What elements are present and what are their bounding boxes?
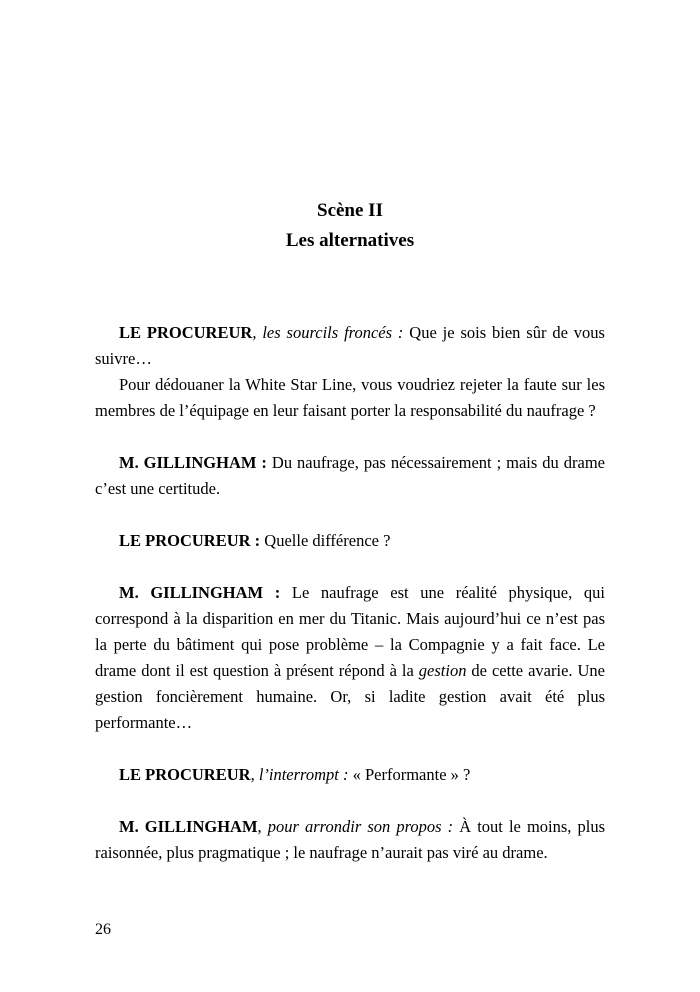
speaker-label: LE PROCUREUR : (119, 531, 261, 550)
dialogue-text: Pour dédouaner la White Star Line, vous voudriez rejeter la faute sur les membres de l’équipage en leur faisant porter la responsabilité du naufrage ? (95, 375, 605, 420)
scene-title-name: Les alternatives (285, 230, 415, 251)
dialogue-paragraph (95, 762, 605, 788)
scene-title-number: Scène II (317, 200, 383, 221)
dialogue-text: de cette avarie. Une gestion foncièrement humaine. Or, si ladite gestion avait été plus performante… (95, 661, 605, 732)
stage-direction: pour arrondir son propos : (267, 817, 454, 836)
emphasized-word: gestion (418, 661, 467, 680)
dialogue-paragraph (95, 372, 605, 424)
dialogue-text: Du naufrage, pas nécessairement ; mais du drame c’est une certitude. (95, 453, 605, 498)
dialogue-text: Le naufrage est une réalité physique, qui correspond à la disparition en mer du Titanic. Mais aujourd’hui ce n’est pas la perte du bâtiment qui pose problème – la Compagnie y a fait face. Le drame dont il est question à présent répond à la (95, 583, 605, 680)
dialogue-text: À tout le moins, plus raisonnée, plus pragmatique ; le naufrage n’aurait pas viré au drame. (95, 817, 606, 862)
speaker-label: M. GILLINGHAM : (119, 583, 281, 602)
dialogue-text: , (257, 817, 268, 836)
dialogue-paragraph (95, 814, 605, 866)
dialogue-text: Que je sois bien sûr de vous suivre… (95, 323, 605, 368)
stage-direction: les sourcils froncés : (262, 323, 404, 342)
scene-title (95, 196, 605, 256)
dialogue-paragraph (95, 450, 605, 502)
dialogue-text: , (252, 323, 263, 342)
speaker-label: M. GILLINGHAM (119, 817, 258, 836)
dialogue-paragraph (95, 580, 605, 736)
page-number: 26 (95, 921, 111, 938)
speaker-label: LE PROCUREUR (119, 765, 251, 784)
stage-direction: l’interrompt : (258, 765, 349, 784)
dialogue-paragraph (95, 528, 605, 554)
dialogue-paragraph (95, 320, 605, 372)
speaker-label: LE PROCUREUR (119, 323, 253, 342)
page-body (95, 320, 605, 866)
speaker-label: M. GILLINGHAM : (119, 453, 267, 472)
dialogue-text: Quelle différence ? (260, 531, 391, 550)
dialogue-text: , (250, 765, 259, 784)
dialogue-text: « Performante » ? (348, 765, 471, 784)
